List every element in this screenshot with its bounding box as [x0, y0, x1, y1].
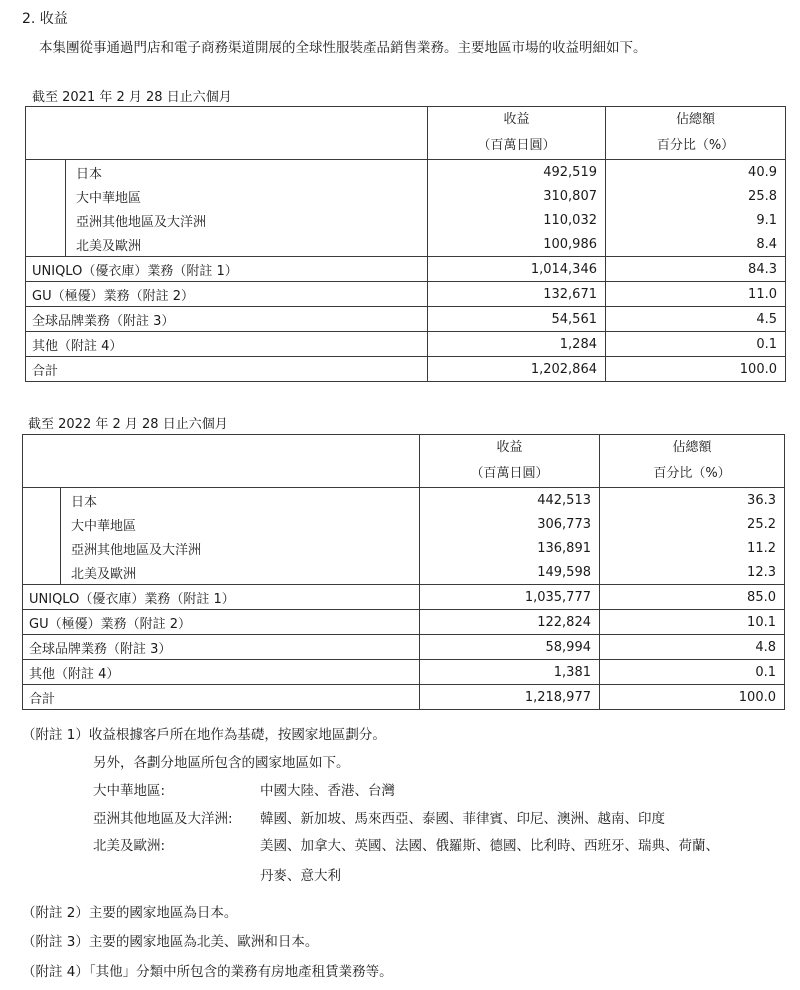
table-row: [23, 536, 785, 560]
segment-label: GU（極優）業務（附註 2）: [23, 610, 420, 635]
segment-label: UNIQLO（優衣庫）業務（附註 1）: [26, 257, 428, 282]
revenue-value: 1,218,977: [420, 685, 600, 710]
region-label: 大中華地區: [66, 184, 428, 208]
table-row: [26, 184, 786, 208]
indent-cell: [23, 488, 61, 513]
table-row: [26, 307, 786, 332]
region-label: 亞洲其他地區及大洋洲: [66, 208, 428, 232]
table-row: [23, 560, 785, 585]
region-label: 北美及歐洲: [61, 560, 420, 585]
region-label: 北美及歐洲: [66, 232, 428, 257]
table-row: [26, 332, 786, 357]
note-4: （附註 4）「其他」分類中所包含的業務有房地產租賃業務等。: [22, 964, 393, 980]
region-countries-continued: 丹麥、意大利: [260, 868, 341, 884]
percent-value: 100.0: [606, 357, 786, 382]
table-row: [26, 208, 786, 232]
percent-value: 85.0: [600, 585, 785, 610]
indent-cell: [26, 232, 66, 257]
indent-cell: [23, 512, 61, 536]
table-caption: 截至 2022 年 2 月 28 日止六個月: [28, 417, 228, 432]
table-row: [26, 257, 786, 282]
percent-value: 25.2: [600, 512, 785, 536]
region-label: 亞洲其他地區及大洋洲: [61, 536, 420, 560]
revenue-value: 306,773: [420, 512, 600, 536]
revenue-value: 110,032: [428, 208, 606, 232]
percent-value: 10.1: [600, 610, 785, 635]
table-caption: 截至 2021 年 2 月 28 日止六個月: [32, 90, 232, 105]
table-header-row: [23, 435, 785, 488]
table-row: [26, 282, 786, 307]
table-row: [23, 585, 785, 610]
revenue-value: 54,561: [428, 307, 606, 332]
percent-value: 36.3: [600, 488, 785, 513]
region-name: 大中華地區:: [93, 783, 166, 799]
revenue-header: 收益 （百萬日圓）: [428, 107, 606, 160]
region-name: 北美及歐洲:: [93, 838, 166, 854]
segment-label: 其他（附註 4）: [23, 660, 420, 685]
note-3: （附註 3）主要的國家地區為北美、歐洲和日本。: [22, 934, 319, 950]
revenue-value: 122,824: [420, 610, 600, 635]
table-row: [26, 232, 786, 257]
segment-label: GU（極優）業務（附註 2）: [26, 282, 428, 307]
revenue-value: 149,598: [420, 560, 600, 585]
percent-value: 4.8: [600, 635, 785, 660]
indent-cell: [23, 560, 61, 585]
revenue-header: 收益 （百萬日圓）: [420, 435, 600, 488]
note-1-subtext: 另外，各劃分地區所包含的國家地區如下。: [93, 755, 350, 771]
indent-cell: [23, 536, 61, 560]
percent-value: 12.3: [600, 560, 785, 585]
header-blank-cell: [23, 435, 420, 488]
revenue-value: 1,014,346: [428, 257, 606, 282]
note-1: （附註 1）收益根據客戶所在地作為基礎，按國家地區劃分。: [22, 727, 386, 743]
revenue-value: 442,513: [420, 488, 600, 513]
total-label: 合計: [26, 357, 428, 382]
indent-cell: [26, 184, 66, 208]
revenue-value: 310,807: [428, 184, 606, 208]
revenue-value: 58,994: [420, 635, 600, 660]
intro-paragraph: 本集團從事通過門店和電子商務渠道開展的全球性服裝產品銷售業務。主要地區市場的收益明細如下。: [39, 40, 647, 56]
table-row: [23, 660, 785, 685]
table-total-row: [26, 357, 786, 382]
note-2: （附註 2）主要的國家地區為日本。: [22, 905, 238, 921]
percent-value: 84.3: [606, 257, 786, 282]
revenue-value: 136,891: [420, 536, 600, 560]
table-total-row: [23, 685, 785, 710]
revenue-value: 1,284: [428, 332, 606, 357]
table-row: [23, 635, 785, 660]
segment-label: 全球品牌業務（附註 3）: [26, 307, 428, 332]
indent-cell: [26, 160, 66, 185]
percent-value: 9.1: [606, 208, 786, 232]
segment-label: 全球品牌業務（附註 3）: [23, 635, 420, 660]
region-countries: 中國大陸、香港、台灣: [260, 783, 395, 799]
percent-value: 4.5: [606, 307, 786, 332]
table-row: [26, 160, 786, 185]
segment-label: 其他（附註 4）: [26, 332, 428, 357]
revenue-value: 1,202,864: [428, 357, 606, 382]
percent-value: 11.2: [600, 536, 785, 560]
table-row: [23, 610, 785, 635]
revenue-value: 1,035,777: [420, 585, 600, 610]
revenue-value: 492,519: [428, 160, 606, 185]
total-label: 合計: [23, 685, 420, 710]
revenue-value: 1,381: [420, 660, 600, 685]
percent-header: 佔總額 百分比（%）: [606, 107, 786, 160]
region-name: 亞洲其他地區及大洋洲:: [93, 811, 233, 827]
revenue-value: 100,986: [428, 232, 606, 257]
percent-value: 0.1: [600, 660, 785, 685]
percent-value: 100.0: [600, 685, 785, 710]
table-row: [23, 488, 785, 513]
region-countries: 韓國、新加坡、馬來西亞、泰國、菲律賓、印尼、澳洲、越南、印度: [260, 811, 665, 827]
region-label: 日本: [66, 160, 428, 185]
indent-cell: [26, 208, 66, 232]
table-row: [23, 512, 785, 536]
segment-label: UNIQLO（優衣庫）業務（附註 1）: [23, 585, 420, 610]
revenue-table: [22, 434, 785, 710]
region-label: 日本: [61, 488, 420, 513]
percent-header: 佔總額 百分比（%）: [600, 435, 785, 488]
section-heading: 2. 收益: [22, 11, 68, 27]
table-header-row: [26, 107, 786, 160]
revenue-value: 132,671: [428, 282, 606, 307]
percent-value: 40.9: [606, 160, 786, 185]
percent-value: 0.1: [606, 332, 786, 357]
percent-value: 11.0: [606, 282, 786, 307]
region-label: 大中華地區: [61, 512, 420, 536]
percent-value: 8.4: [606, 232, 786, 257]
revenue-table: [25, 106, 786, 382]
percent-value: 25.8: [606, 184, 786, 208]
header-blank-cell: [26, 107, 428, 160]
region-countries: 美國、加拿大、英國、法國、俄羅斯、德國、比利時、西班牙、瑞典、荷蘭、: [260, 838, 719, 854]
